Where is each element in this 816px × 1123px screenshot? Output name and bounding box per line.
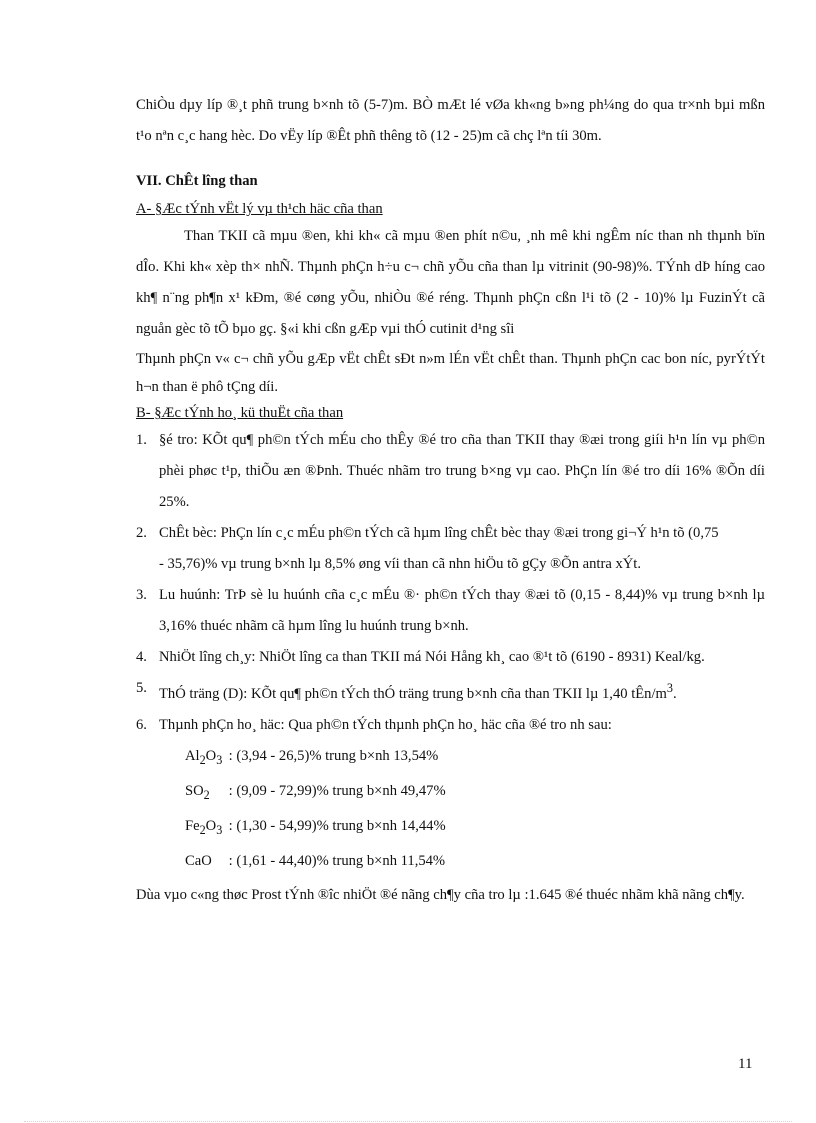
item-text: §é tro: KÕt qu¶ ph©n tÝch mÉu cho thÊy ®é tro cña than TKII thay ®æi trong giíi h¹n lín vµ ph©n phèi phøc t¹p, thiÕu æn ®Þnh. Thuéc nhãm tro trung b×ng vµ cao. PhÇn lín ®é tro díi 16% ®Õn díi 25%.: [159, 432, 765, 510]
item-number: 2.: [136, 525, 147, 541]
chemical-formula: $SO_2$: [185, 782, 210, 802]
item-text: NhiÖt lîng ch¸y: NhiÖt lîng ca than TKII má Nói Hång kh¸ cao ®¹t tõ (6190 - 8931) Keal/kg.: [159, 649, 705, 665]
formula-row: [136, 741, 765, 776]
item-number: 1.: [136, 432, 147, 448]
list-item: [136, 518, 765, 580]
list-item: [136, 710, 765, 741]
page-divider: [24, 1121, 792, 1122]
list-item: [136, 642, 765, 673]
formula-value: : (1,61 - 44,40)% trung b×nh 11,54%: [228, 852, 446, 869]
document-body: [136, 90, 765, 911]
formula-value: : (3,94 - 26,5)% trung b×nh 13,54%: [228, 747, 439, 764]
subheading-b: B- §Æc tÝnh ho¸ kü thuËt cña than: [136, 405, 344, 421]
item-text: Lu huúnh: TrÞ sè lu huúnh cña c¸c mÉu ®· ph©n tÝch thay ®æi tõ (0,15 - 8,44)% vµ trung b×nh lµ 3,16% thuéc nhãm cã hµm lîng lu huúnh trung b×nh.: [159, 587, 765, 634]
item-number: 5.: [136, 680, 147, 696]
formula-row: [136, 776, 765, 811]
section-heading: VII. ChÊt lîng than: [136, 173, 258, 189]
intro-paragraph: ChiÒu dµy líp ®¸t phñ trung b×nh tõ (5-7)m. BÒ mÆt lé vØa kh«ng b»ng ph¼ng do qua tr×nh bµi mßn t¹o nªn c¸c hang hèc. Do vËy líp ®Êt phñ thêng tõ (12 - 25)m cã chç lªn tíi 30m.: [136, 97, 765, 144]
superscript: 3: [666, 681, 673, 695]
item-text: ThÓ träng (D): KÕt qu¶ ph©n tÝch thÓ träng trung b×nh cña than TKII lµ 1,40 tÊn/m: [159, 685, 667, 702]
formula-row: [136, 811, 765, 846]
list-item: [136, 673, 765, 710]
closing-paragraph: Dùa vµo c«ng thøc Prost tÝnh ®îc nhiÖt ®é nãng ch¶y cña tro lµ :1.645 ®é thuéc nhãm khã nãng ch¶y.: [136, 887, 745, 904]
ash-composition: [136, 741, 765, 881]
item-number: 4.: [136, 649, 147, 665]
item-continuation: - 35,76)% vµ trung b×nh lµ 8,5% øng víi than cã nhn hiÖu tõ gÇy ®Õn antra xÝt.: [159, 556, 641, 572]
chemical-formula: $Fe_2O_3$: [185, 817, 223, 837]
property-list: [136, 425, 765, 741]
paragraph-a1: Than TKII cã mµu ®en, khi kh« cã mµu ®en phít n©u, ¸nh mê khi ngÊm níc than nh thµnh bïn dÎo. Khi kh« xèp th× nhÑ. Thµnh phÇn h÷u c¬ chñ yÕu cña than lµ vitrinit (90-98)%. TÝnh dÞ híng cao kh¶ n¨ng ph¶n x¹ kÐm, ®é cøng yÕu, nhiÒu ®é réng. Thµnh phÇn cßn l¹i tõ (2 - 10)% lµ FuzinÝt cã nguån gèc tõ tÕ bµo gç. §«i khi cßn gÆp vµi thÓ cutinit d¹ng sîi: [136, 228, 765, 337]
chemical-formula: $Al_2O_3$: [185, 747, 223, 767]
formula-value: : (1,30 - 54,99)% trung b×nh 14,44%: [228, 817, 446, 834]
paragraph-a2: Thµnh phÇn v« c¬ chñ yÕu gÆp vËt chÊt sÐt n»m lÉn vËt chÊt than. Thµnh phÇn cac bon níc, pyrÝtÝt h¬n than ë phô tÇng díi.: [136, 351, 765, 395]
item-number: 6.: [136, 716, 147, 733]
item-tail: .: [672, 685, 677, 702]
item-text: ChÊt bèc: PhÇn lín c¸c mÉu ph©n tÝch cã hµm lîng chÊt bèc thay ®æi trong gi¬Ý h¹n tõ (0,75: [159, 525, 719, 541]
item-number: 3.: [136, 587, 147, 603]
chemical-formula: CaO: [185, 852, 212, 869]
formula-value: : (9,09 - 72,99)% trung b×nh 49,47%: [228, 782, 446, 799]
item-text: Thµnh phÇn ho¸ häc: Qua ph©n tÝch thµnh phÇn ho¸ häc cña ®é tro nh sau:: [159, 716, 612, 733]
formula-row: [136, 846, 765, 881]
subheading-a: A- §Æc tÝnh vËt lý vµ th¹ch häc cña than: [136, 201, 383, 217]
list-item: [136, 580, 765, 642]
page-number: 11: [738, 1056, 753, 1072]
list-item: [136, 425, 765, 518]
